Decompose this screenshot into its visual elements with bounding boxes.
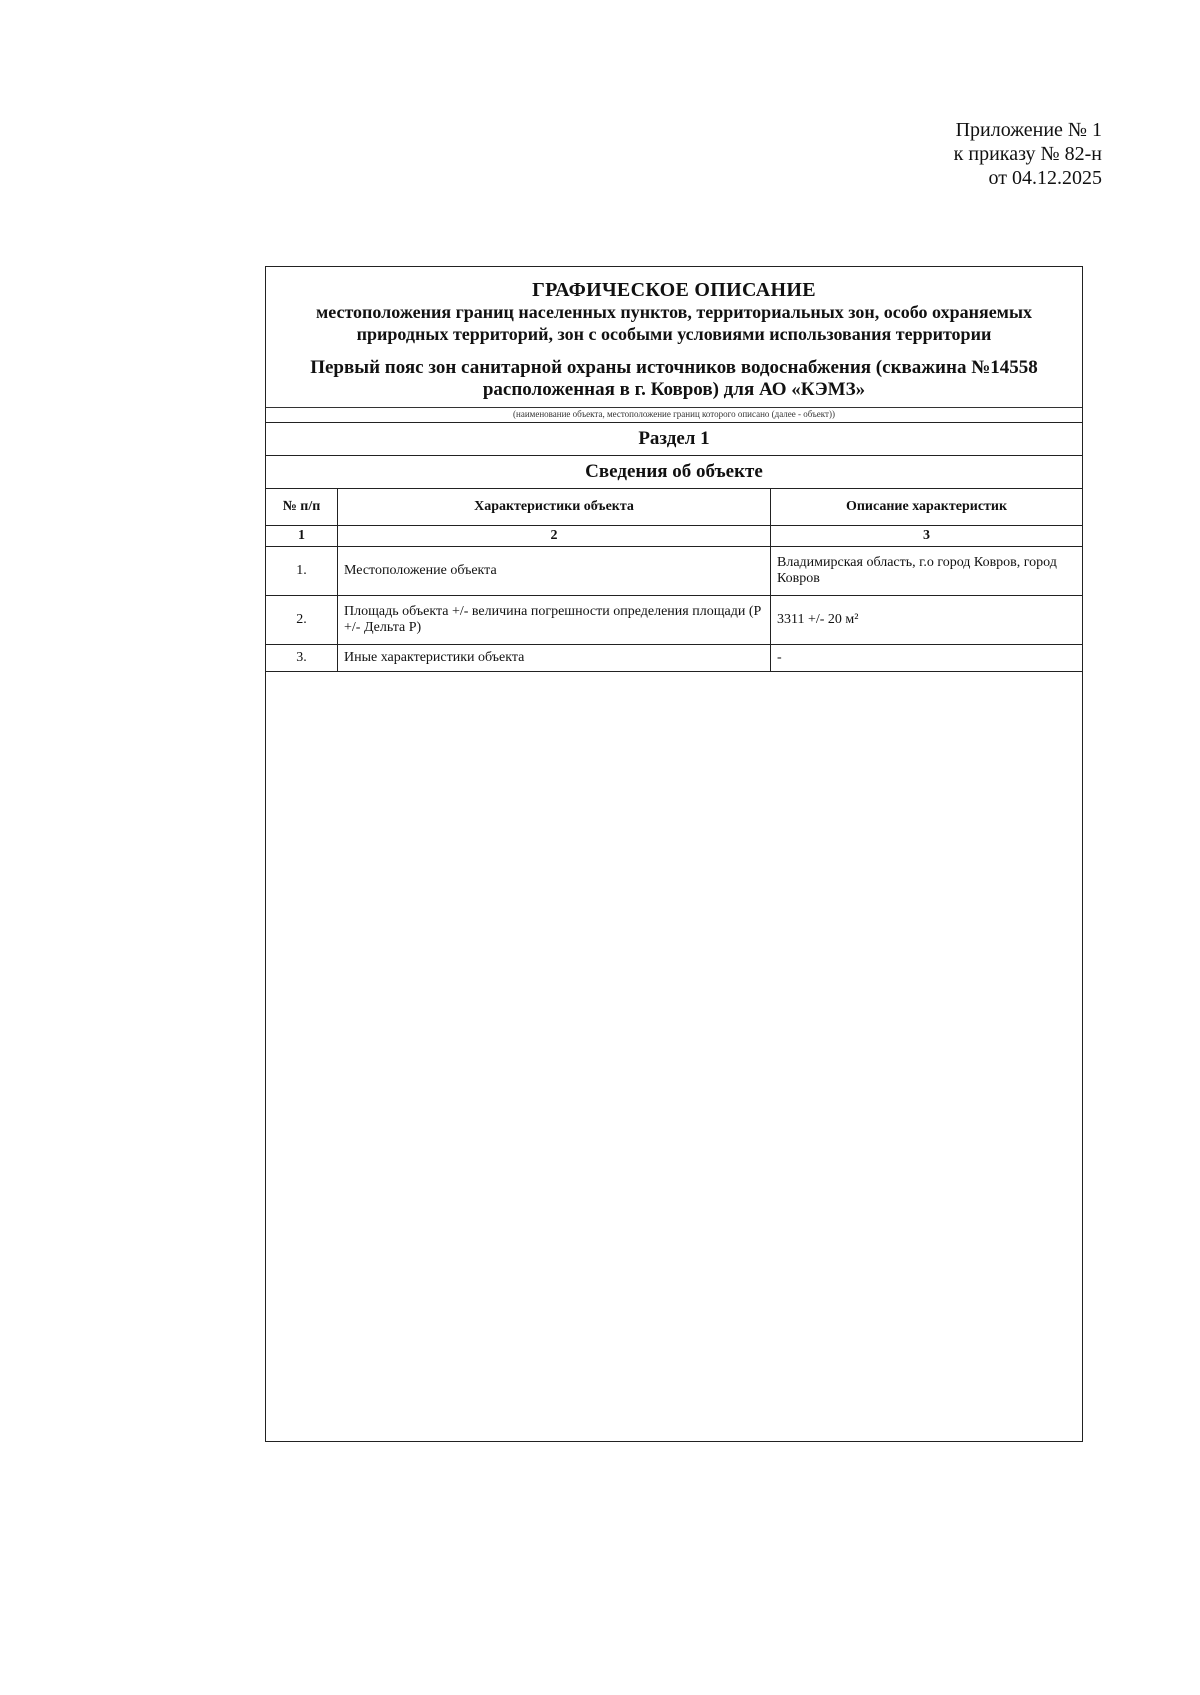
row-number: 3. <box>266 645 338 672</box>
section-name-row <box>266 455 1082 488</box>
blank-area <box>266 729 1082 1441</box>
row-description: - <box>771 645 1083 672</box>
table-row <box>266 645 1082 672</box>
row-characteristic: Площадь объекта +/- величина погрешности определения площади (Р +/- Дельта Р) <box>338 596 771 645</box>
table-header-row <box>266 489 1082 526</box>
column-number-3: 3 <box>771 526 1083 547</box>
header-characteristic: Характеристики объекта <box>338 489 771 526</box>
row-number: 2. <box>266 596 338 645</box>
section-label: Раздел 1 <box>638 428 710 449</box>
appendix-header <box>954 118 1102 190</box>
appendix-order-ref: к приказу № 82-н <box>953 143 1102 165</box>
document-frame <box>265 266 1083 1442</box>
column-number-2: 2 <box>338 526 771 547</box>
row-characteristic: Местоположение объекта <box>338 547 771 596</box>
section-name: Сведения об объекте <box>585 461 763 482</box>
document-title: ГРАФИЧЕСКОЕ ОПИСАНИЕ <box>532 279 816 301</box>
header-description: Описание характеристик <box>771 489 1083 526</box>
object-info-table <box>266 488 1082 672</box>
table-row <box>266 596 1082 645</box>
title-block <box>266 267 1082 401</box>
object-name: Первый пояс зон санитарной охраны источников водоснабжения (скважина №14558 расположенная в г. Ковров) для АО «КЭМЗ» <box>310 357 1038 400</box>
column-number-1: 1 <box>266 526 338 547</box>
appendix-number: Приложение № 1 <box>955 119 1102 141</box>
header-number: № п/п <box>266 489 338 526</box>
object-caption: (наименование объекта, местоположение границ которого описано (далее - объект)) <box>266 407 1082 422</box>
row-description: Владимирская область, г.о город Ковров, город Ковров <box>771 547 1083 596</box>
table-row <box>266 547 1082 596</box>
row-description: 3311 +/- 20 м² <box>771 596 1083 645</box>
section-label-row <box>266 422 1082 455</box>
row-characteristic: Иные характеристики объекта <box>338 645 771 672</box>
row-number: 1. <box>266 547 338 596</box>
document-subtitle: местоположения границ населенных пунктов, территориальных зон, особо охраняемых природных территорий, зон с особыми условиями использования территории <box>315 302 1032 344</box>
appendix-date: от 04.12.2025 <box>988 167 1102 189</box>
column-number-row <box>266 526 1082 547</box>
